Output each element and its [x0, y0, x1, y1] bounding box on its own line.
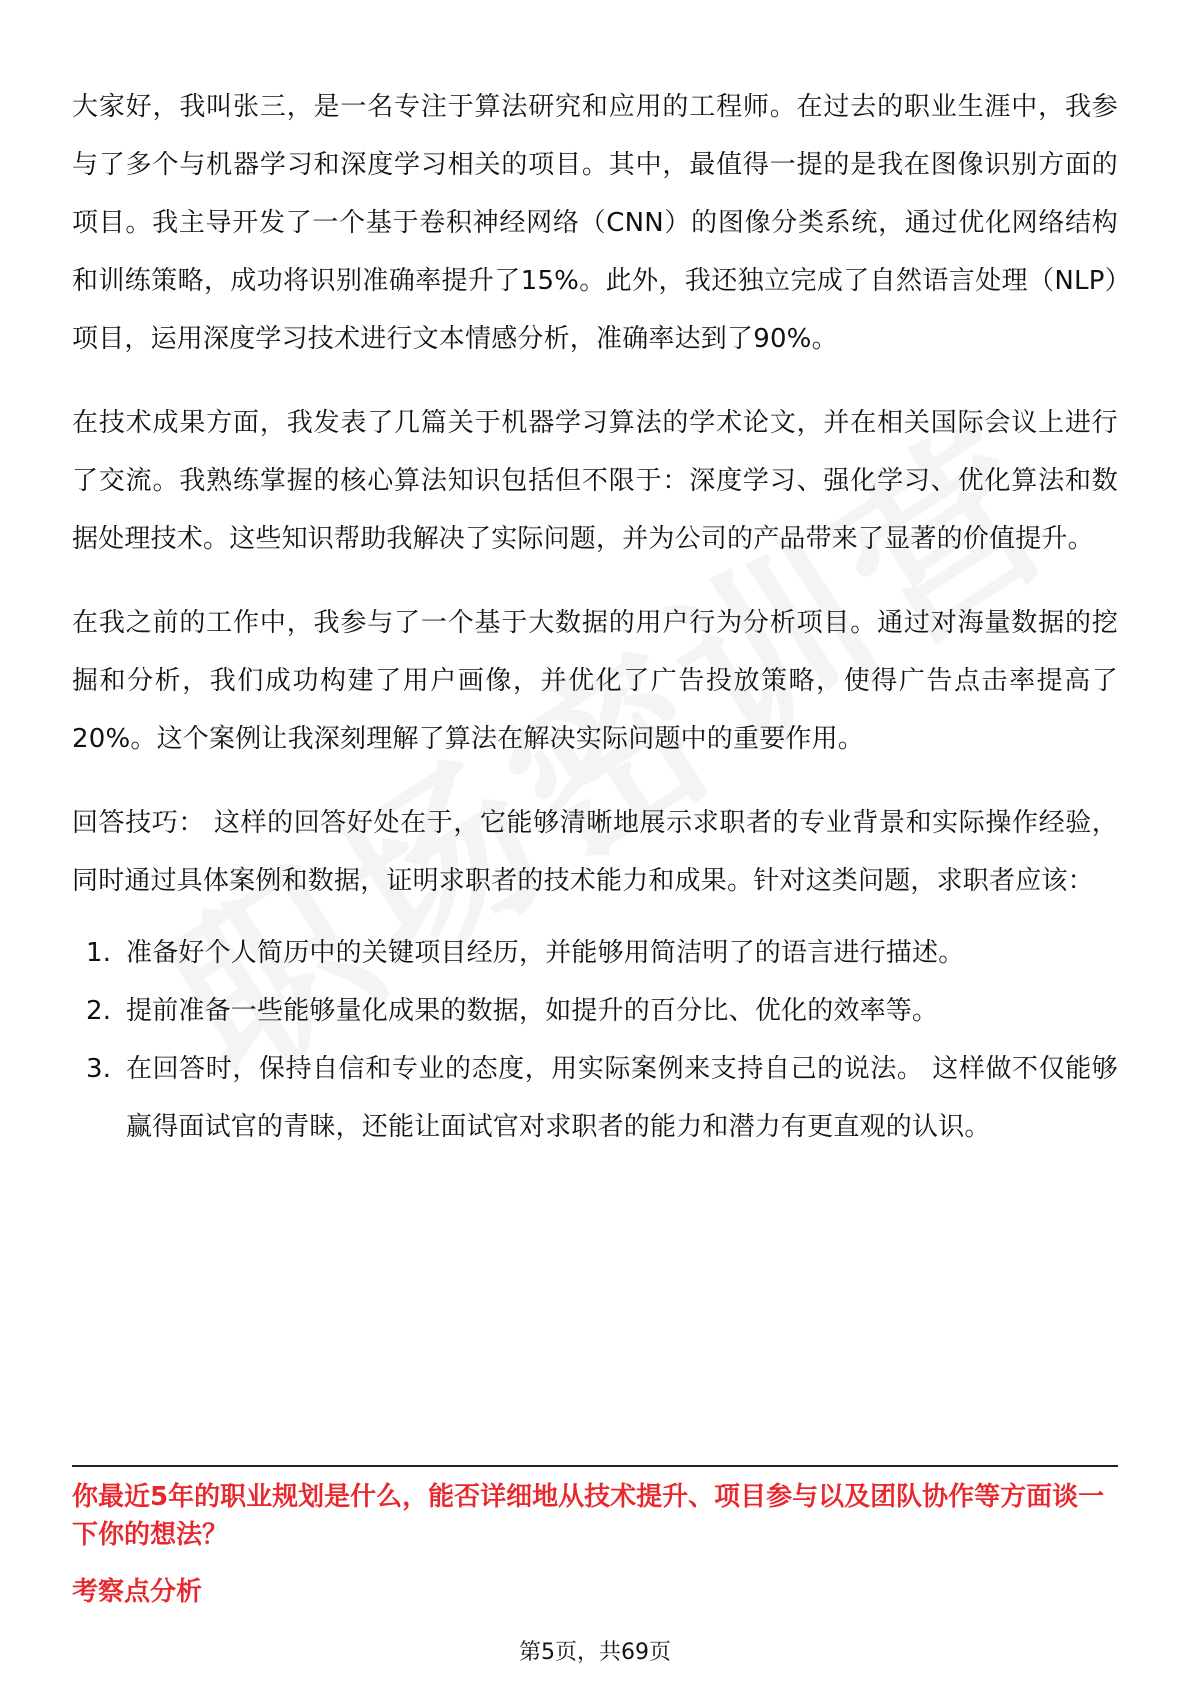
answer-paragraph-achievements: 在技术成果方面，我发表了几篇关于机器学习算法的学术论文，并在相关国际会议上进行了交流。我熟练掌握的核心算法知识包括但不限于：深度学习、强化学习、优化算法和数据处理技术。这些知识帮助我解决了实际问题，并为公司的产品带来了显著的价值提升。 [72, 408, 1118, 554]
answer-paragraph-case: 在我之前的工作中，我参与了一个基于大数据的用户行为分析项目。通过对海量数据的挖掘和分析，我们成功构建了用户画像，并优化了广告投放策略，使得广告点击率提高了20%。这个案例让我深刻理解了算法在解决实际问题中的重要作用。 [72, 608, 1118, 754]
list-item-text: 准备好个人简历中的关键项目经历，并能够用简洁明了的语言进行描述。 [126, 938, 965, 968]
list-item-text: 提前准备一些能够量化成果的数据，如提升的百分比、优化的效率等。 [126, 996, 939, 1026]
list-item-number: 2. [86, 996, 112, 1026]
tip-steps-list [72, 924, 1118, 1156]
page-number: 第5页，共69页 [519, 1640, 671, 1665]
list-item [72, 924, 1118, 982]
list-item-number: 1. [86, 938, 112, 968]
answer-tip: 回答技巧： 这样的回答好处在于，它能够清晰地展示求职者的专业背景和实际操作经验，同时通过具体案例和数据，证明求职者的技术能力和成果。针对这类问题，求职者应该： [72, 808, 1118, 896]
list-item-number: 3. [86, 1054, 112, 1084]
analysis-subheading: 考察点分析 [72, 1577, 203, 1607]
list-item-text: 在回答时，保持自信和专业的态度，用实际案例来支持自己的说法。 这样做不仅能够赢得面试官的青睐，还能让面试官对求职者的能力和潜力有更直观的认识。 [126, 1054, 1118, 1142]
answer-body [72, 78, 1118, 1156]
answer-paragraph-intro: 大家好，我叫张三，是一名专注于算法研究和应用的工程师。在过去的职业生涯中，我参与了多个与机器学习和深度学习相关的项目。其中，最值得一提的是我在图像识别方面的项目。我主导开发了一个基于卷积神经网络（CNN）的图像分类系统，通过优化网络结构和训练策略，成功将识别准确率提升了15%。此外，我还独立完成了自然语言处理（NLP）项目，运用深度学习技术进行文本情感分析，准确率达到了90%。 [72, 92, 1118, 354]
list-item [72, 982, 1118, 1040]
question-heading: 你最近5年的职业规划是什么，能否详细地从技术提升、项目参与以及团队协作等方面谈一下你的想法？ [72, 1482, 1105, 1550]
list-item [72, 1040, 1118, 1156]
section-divider [72, 1465, 1118, 1467]
